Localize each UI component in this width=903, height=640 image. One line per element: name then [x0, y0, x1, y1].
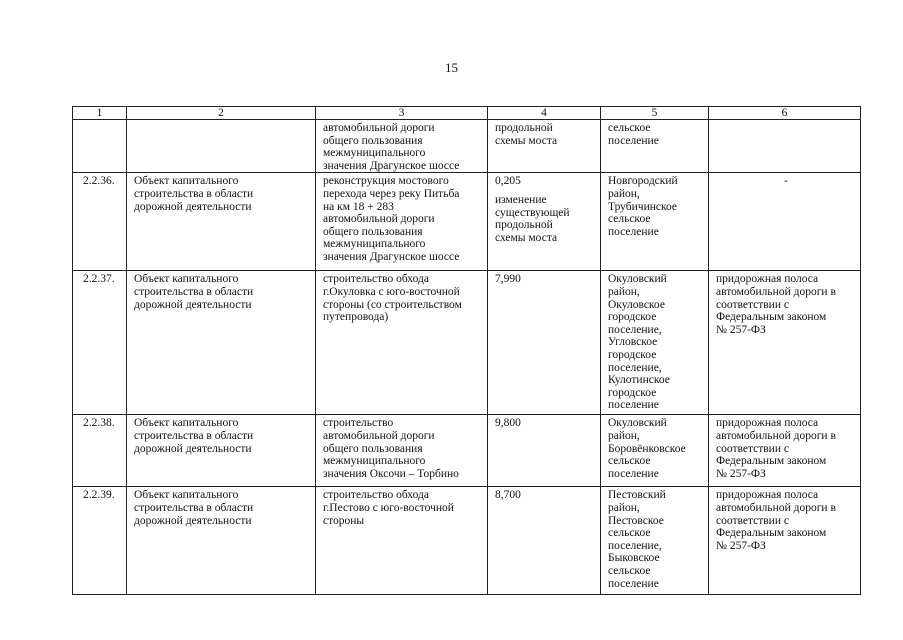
location-line: Пестовское	[608, 514, 664, 527]
row-number-cell	[73, 173, 127, 271]
description-cell	[316, 271, 488, 415]
object-line: строительства в области	[134, 429, 254, 442]
value-note-line: существующей	[495, 206, 570, 219]
description-line: значения Драгунское шоссе	[323, 250, 460, 263]
value-cell	[488, 120, 601, 173]
description-line: на км 18 + 283	[323, 200, 394, 213]
object-cell	[127, 120, 316, 173]
description-line: строительство обхода	[323, 489, 429, 502]
object-cell	[127, 173, 316, 271]
page-number: 15	[445, 60, 458, 75]
location-cell	[601, 173, 709, 271]
location-line: поселение	[608, 399, 659, 412]
object-line: Объект капитального	[134, 273, 239, 286]
location-line: городское	[608, 311, 657, 324]
value-note-line: изменение	[495, 193, 547, 206]
zone-line: автомобильной дороги в	[716, 285, 836, 298]
value-cell	[488, 487, 601, 595]
location-line: городское	[608, 348, 657, 361]
column-header: 6	[709, 107, 861, 120]
location-line: район,	[608, 429, 640, 442]
zone-line: № 257-ФЗ	[716, 323, 766, 336]
object-line: Объект капитального	[134, 175, 239, 188]
location-line: поселение	[608, 467, 659, 480]
row-number-cell	[73, 415, 127, 487]
zone-line: соответствии с	[716, 514, 789, 527]
table-row	[73, 415, 861, 487]
location-line: Боровёнковское	[608, 442, 686, 455]
length-value: 8,700	[495, 489, 521, 502]
description-line: строительство	[323, 417, 394, 430]
row-number: 2.2.36.	[83, 175, 115, 188]
table-row	[73, 120, 861, 173]
zone-cell	[709, 271, 861, 415]
object-cell	[127, 271, 316, 415]
description-line: строительство обхода	[323, 273, 429, 286]
location-cell	[601, 120, 709, 173]
description-line: автомобильной дороги	[323, 213, 435, 226]
zone-line: автомобильной дороги в	[716, 501, 836, 514]
zone-line: Федеральным законом	[716, 527, 827, 540]
column-header: 5	[601, 107, 709, 120]
value-cell	[488, 271, 601, 415]
object-line: дорожной деятельности	[134, 298, 252, 311]
description-cell	[316, 173, 488, 271]
location-line: сельское	[608, 455, 651, 468]
description-line: общего пользования	[323, 442, 423, 455]
column-header: 1	[73, 107, 127, 120]
object-line: строительства в области	[134, 285, 254, 298]
location-line: Окуловское	[608, 298, 665, 311]
description-line: автомобильной дороги	[323, 429, 435, 442]
value-note-line: схемы моста	[495, 231, 558, 244]
location-line: поселение,	[608, 361, 662, 374]
zone-line: Федеральным законом	[716, 311, 827, 324]
description-line: общего пользования	[323, 225, 423, 238]
description-line: межмуниципального	[323, 147, 426, 160]
column-number-row	[73, 107, 861, 120]
zone-line: соответствии с	[716, 298, 789, 311]
row-number-cell	[73, 487, 127, 595]
value-note-line: продольной	[495, 122, 553, 134]
value-cell	[488, 173, 601, 271]
object-line: дорожной деятельности	[134, 200, 252, 213]
location-line: сельское	[608, 527, 651, 540]
location-cell	[601, 271, 709, 415]
zone-cell	[709, 415, 861, 487]
length-value: 9,800	[495, 417, 521, 430]
zone-line: придорожная полоса	[716, 417, 819, 430]
description-cell	[316, 415, 488, 487]
column-header: 2	[127, 107, 316, 120]
object-line: строительства в области	[134, 187, 254, 200]
description-line: общего пользования	[323, 134, 423, 147]
value-note-line: схемы моста	[495, 134, 558, 147]
planning-table	[72, 106, 861, 595]
description-line: автомобильной дороги	[323, 122, 435, 134]
table-row	[73, 173, 861, 271]
location-line: район,	[608, 501, 640, 514]
location-line: Угловское	[608, 336, 658, 349]
object-line: Объект капитального	[134, 417, 239, 430]
location-line: Трубичинское	[608, 200, 677, 213]
row-number-cell	[73, 120, 127, 173]
description-cell	[316, 120, 488, 173]
location-line: поселение,	[608, 539, 662, 552]
row-number-cell	[73, 271, 127, 415]
description-line: значения Драгунское шоссе	[323, 159, 460, 172]
location-line: городское	[608, 386, 657, 399]
location-line: Быковское	[608, 552, 660, 565]
row-number: 2.2.37.	[83, 273, 115, 286]
location-line: район,	[608, 285, 640, 298]
zone-line: Федеральным законом	[716, 455, 827, 468]
row-number: 2.2.38.	[83, 417, 115, 430]
zone-line: № 257-ФЗ	[716, 467, 766, 480]
location-line: сельское	[608, 564, 651, 577]
zone-line: соответствии с	[716, 442, 789, 455]
location-line: Окуловский	[608, 417, 667, 430]
length-value: 0,205	[495, 175, 521, 188]
location-line: поселение	[608, 225, 659, 238]
description-line: стороны	[323, 514, 365, 527]
value-cell	[488, 415, 601, 487]
zone-line: придорожная полоса	[716, 273, 819, 286]
table-row	[73, 271, 861, 415]
description-line: перехода через реку Питьба	[323, 187, 460, 200]
description-line: г.Пестово с юго-восточной	[323, 501, 454, 514]
column-header: 3	[316, 107, 488, 120]
location-line: Окуловский	[608, 273, 667, 286]
location-line: поселение,	[608, 323, 662, 336]
zone-line: автомобильной дороги в	[716, 429, 836, 442]
zone-cell	[709, 173, 861, 271]
object-line: дорожной деятельности	[134, 514, 252, 527]
description-line: г.Окуловка с юго-восточной	[323, 285, 460, 298]
location-cell	[601, 487, 709, 595]
length-value: 7,990	[495, 273, 521, 286]
object-line: строительства в области	[134, 501, 254, 514]
location-line: поселение	[608, 577, 659, 590]
description-line: межмуниципального	[323, 238, 426, 251]
location-line: Новгородский	[608, 175, 678, 188]
location-line: район,	[608, 187, 640, 200]
description-cell	[316, 487, 488, 595]
row-number: 2.2.39.	[83, 489, 115, 502]
location-line: сельское	[608, 122, 651, 134]
location-line: Кулотинское	[608, 374, 670, 387]
description-line: стороны (со строительством	[323, 298, 462, 311]
description-line: значения Оксочи – Торбино	[323, 467, 459, 480]
zone-cell	[709, 120, 861, 173]
zone-line: -	[784, 175, 788, 188]
table-row	[73, 487, 861, 595]
object-cell	[127, 415, 316, 487]
object-cell	[127, 487, 316, 595]
zone-cell	[709, 487, 861, 595]
column-header: 4	[488, 107, 601, 120]
value-note-line: продольной	[495, 219, 553, 232]
location-line: поселение	[608, 134, 659, 147]
object-line: дорожной деятельности	[134, 442, 252, 455]
description-line: путепровода)	[323, 311, 389, 324]
zone-line: придорожная полоса	[716, 489, 819, 502]
zone-line: № 257-ФЗ	[716, 539, 766, 552]
description-line: межмуниципального	[323, 455, 426, 468]
location-line: Пестовский	[608, 489, 666, 502]
location-cell	[601, 415, 709, 487]
object-line: Объект капитального	[134, 489, 239, 502]
description-line: реконструкция мостового	[323, 175, 449, 188]
table-body	[73, 107, 861, 595]
location-line: сельское	[608, 213, 651, 226]
